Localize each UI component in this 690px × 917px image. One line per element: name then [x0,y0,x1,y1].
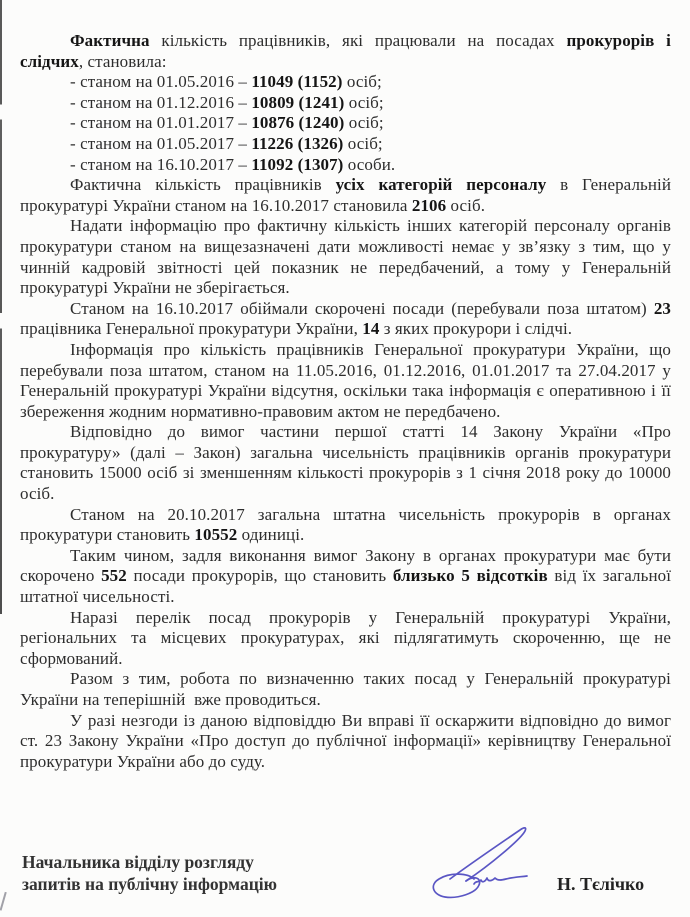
signatory-title-line1: Начальника відділу розгляду [22,852,254,872]
text-run: Таким чином, задля виконання вимог Закону в органах прокуратури має бути скорочено [20,545,671,586]
text-run: - станом на 16.10.2017 – [70,154,252,174]
list-item [20,155,671,176]
scan-edge-artifact [0,0,2,614]
paragraph [20,505,671,546]
text-run: - станом на 01.05.2017 – [70,133,252,153]
text-run: особи. [343,154,396,174]
paragraph [20,31,671,72]
text-run: - станом на 01.12.2016 – [70,92,252,112]
paragraph [20,546,671,608]
bold-text-run: 11092 (1307) [251,154,344,174]
text-run: Інформація про кількість працівників Генеральної прокуратури України, що перебували поза штатом, станом на 11.05.2016, 01.12.2016, 01.01.2017 та 27.04.2017 у Генеральній прокуратурі України відсутня, оскільки така інформація є оперативною і її збереження жодним нормативно-правовим актом не передбачено. [20,339,671,421]
bold-text-run: 552 [101,566,127,586]
text-run: від їх загальної штатної чисельності. [20,566,671,607]
signature-loop-stroke [433,874,479,897]
text-run: посади прокурорів, що становить [126,566,393,586]
bold-text-run: 10809 (1241) [251,92,345,112]
paragraph [20,340,671,422]
bold-text-run: 11049 (1152) [251,72,343,92]
paragraph [20,711,671,773]
text-run: осіб; [344,113,384,133]
signatory-title [22,852,277,895]
handwritten-signature [426,821,538,901]
text-run: осіб; [343,133,383,153]
bold-text-run: Фактична [70,31,150,50]
text-run: з яких прокурори і слідчі. [379,319,573,339]
text-run: кількість працівників, які працювали на посадах [149,31,567,50]
text-run: Станом на 20.10.2017 загальна штатна чисельність прокурорів в органах прокуратури становить [20,504,671,545]
text-run: осіб. [446,195,486,215]
text-run: Відповідно до вимог частини першої статті 14 Закону України «Про прокуратуру» (далі – Закон) загальна чисельність працівників органів прокуратури становить 15000 осіб зі зменшенням кількості прокурорів з 1 січня 2018 року до 10000 осіб. [20,422,671,504]
paragraph [20,216,671,298]
paragraph [20,669,671,710]
text-run: осіб; [344,92,384,112]
signature-squiggle-stroke [474,876,527,884]
text-run: - станом на 01.05.2016 – [70,72,252,92]
signature-flourish-stroke [450,828,526,881]
paragraph [20,422,671,504]
bold-text-run: 2106 [411,195,447,215]
text-run: Наразі перелік посад прокурорів у Генеральній прокуратурі України, регіональних та місцевих прокуратурах, які підлягатимуть скороченню, ще не сформований. [20,607,671,668]
bold-text-run: усіх категорій персоналу [335,175,547,195]
text-run: осіб; [342,72,382,92]
bold-text-run: 10876 (1240) [251,113,345,133]
paragraph [20,608,671,670]
text-run: Станом на 16.10.2017 обіймали скорочені посади (перебували поза штатом) [70,298,654,318]
document-body [20,31,671,772]
text-run: Разом з тим, робота по визначенню таких посад у Генеральній прокуратурі України на теперішній вже проводиться. [20,669,671,709]
paragraph [20,175,671,216]
list-item [20,134,671,155]
text-run: працівника Генеральної прокуратури України, [20,319,363,339]
list-item [20,113,671,134]
bold-text-run: 23 [653,298,671,318]
text-run: одиниці. [237,525,305,545]
list-item [20,72,671,93]
text-run: У разі незгоди із даною відповіддю Ви вправі її оскаржити відповідно до вимог ст. 23 Закону України «Про доступ до публічної інформації» керівництву Генеральної прокуратури України або до суду. [20,710,671,771]
signatory-name: Н. Тєлічко [557,874,645,894]
text-run: - станом на 01.01.2017 – [70,113,252,133]
text-run: Фактична кількість працівників [70,175,336,195]
paragraph [20,299,671,340]
scan-corner-artifact [0,892,15,913]
text-run: в Генеральній прокуратурі України станом на 16.10.2017 становила [20,175,671,215]
bold-text-run: 10552 [194,525,238,545]
text-run: , становила: [78,51,167,71]
signatory-title-line2: запитів на публічну інформацію [22,873,278,894]
list-item [20,93,671,114]
bold-text-run: 11226 (1326) [251,133,344,153]
bold-text-run: близько 5 відсотків [392,566,548,586]
bold-text-run: 14 [362,319,380,339]
text-run: Надати інформацію про фактичну кількість інших категорій персоналу органів прокуратури станом на вищезазначені дати можливості немає у зв’язку з тим, що у чинній кадровій звітності цей показник не передбачений, а тому у Генеральній прокуратурі України не зберігається. [20,216,671,298]
bold-text-run: прокурорів і слідчих [20,31,671,71]
